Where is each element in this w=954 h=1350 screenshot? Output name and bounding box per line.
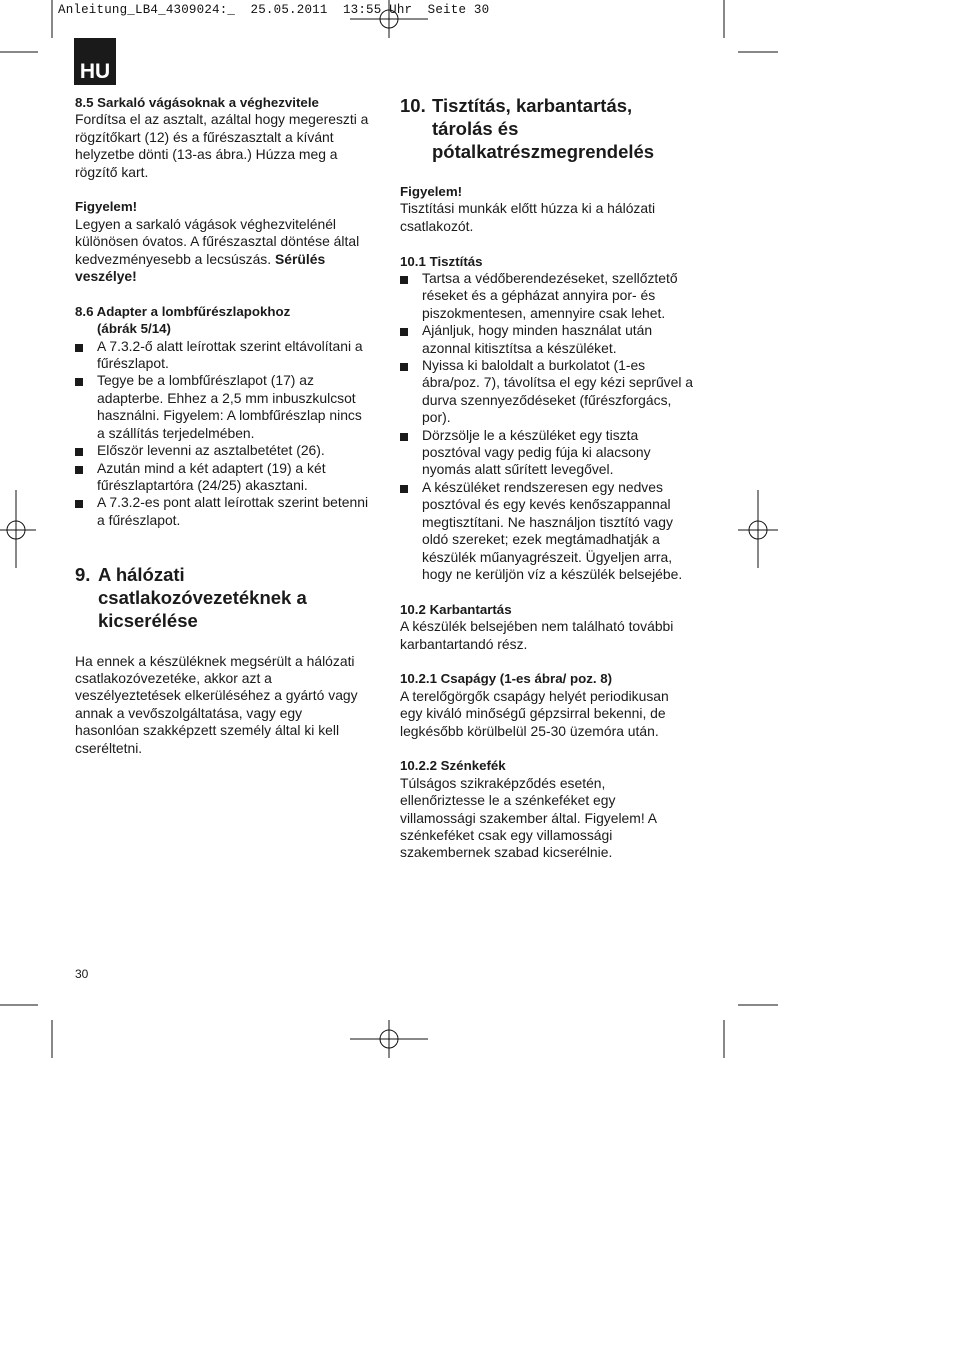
text-line: A készülék belsejében nem található további (400, 618, 674, 635)
list-item: Azután mind a két adaptert (19) a két fűrészlaptartóra (24/25) akasztani. (75, 460, 380, 495)
warning-heading: Figyelem! (400, 184, 463, 199)
text-line: Legyen a sarkaló vágások véghezvitelénél (75, 215, 337, 232)
text-line: egy kiváló minőségű gépzsirral bekenni, de (400, 705, 666, 722)
text-line: Túlságos szikraképződés esetén, (400, 774, 606, 791)
text-line: Tisztítási munkák előtt húzza ki a hálózati (400, 200, 656, 217)
text-line: szénkeféket csak egy villamossági (400, 826, 613, 843)
text-line: A terelőgörgők csapágy helyét periodikusan (400, 687, 669, 704)
section-8-5-heading: 8.5 Sarkaló vágásoknak a véghezvitele (75, 95, 319, 110)
section-10-1-heading: 10.1 Tisztítás (400, 253, 483, 269)
page-number: 30 (75, 967, 89, 981)
right-column (400, 94, 705, 862)
section-10-2-heading: 10.2 Karbantartás (400, 601, 512, 617)
list-item: Dörzsölje le a készüléket egy tiszta posztóval vagy pedig fúja ki alacsony nyomás alatt sűrített levegővel. (400, 427, 705, 479)
text-line: legkésőbb körülbelül 25-30 üzemóra után. (400, 722, 659, 739)
text-line: csatlakozót. (400, 217, 474, 234)
text-line: Fordítsa el az asztalt, azáltal hogy megereszti a (75, 111, 369, 128)
text-line: karbantartandó rész. (400, 635, 528, 652)
text-line: rögzítő kart. (75, 163, 149, 180)
text-line: veszélye! (75, 268, 137, 285)
text-line: hasonlóan szakképzett személy által ki kell (75, 722, 340, 739)
text-line: rögzítőkart (12) és a fűrészasztalt a kívánt (75, 128, 334, 145)
section-10-2-1-heading: 10.2.1 Csapágy (1-es ábra/ poz. 8) (400, 671, 613, 687)
list-item: Nyissa ki baloldalt a burkolatot (1-es ábra/poz. 7), távolítsa el egy kézi seprűvel a durva szennyeződéseket (fűrészforgács, por). (400, 357, 705, 427)
print-slug: Anleitung_LB4_4309024:_ 25.05.2011 13:55 Uhr Seite 30 (58, 3, 490, 17)
text-line: villamossági szakember által. Figyelem! A (400, 809, 658, 826)
language-badge: HU (74, 38, 116, 85)
list-item: Először levenni az asztalbetétet (26). (75, 442, 380, 459)
section-9-heading: 9. A hálózati csatlakozóvezetéknek a kicserélése (75, 563, 307, 631)
list-item: Tartsa a védőberendezéseket, szellőztető réseket és a gépházat annyira por- és piszokmentesen, amennyire csak lehet. (400, 270, 705, 322)
text-line: helyzetbe dönti (13-as ábra.) Húzza meg a (75, 146, 338, 163)
section-10-heading: 10. Tisztítás, karbantartás, tárolás és pótalkatrészmegrendelés (400, 95, 655, 162)
text-line: különösen óvatos. A fűrészasztal döntése által (75, 233, 360, 250)
text-line: szakembernek szabad kicserélnie. (400, 844, 613, 861)
text-line: annak a vevőszolgáltatása, vagy egy (75, 704, 303, 721)
text-line: veszélyeztetések elkerüléséhez a gyártó vagy (75, 687, 358, 704)
text-line: Ha ennek a készüléknek megsérült a hálózati (75, 652, 355, 669)
left-column (75, 94, 380, 757)
list-item: Tegye be a lombfűrészlapot (17) az adapterbe. Ehhez a 2,5 mm inbuszkulcsot használni. Figyelem: A lombfűrészlap nincs a szállítás terjedelmében. (75, 372, 380, 442)
list-item: A 7.3.2-ő alatt leírottak szerint eltávolítani a fűrészlapot. (75, 338, 380, 373)
section-10-2-2-heading: 10.2.2 Szénkefék (400, 758, 506, 774)
text-line: cseréltetni. (75, 739, 143, 756)
list-item: Ajánljuk, hogy minden használat után azonnal kitisztítsa a készüléket. (400, 322, 705, 357)
list-item: A 7.3.2-es pont alatt leírottak szerint betenni a fűrészlapot. (75, 494, 380, 529)
section-8-6-subheading: (ábrák 5/14) (97, 321, 171, 337)
text-line: ellenőriztesse le a szénkeféket egy (400, 792, 616, 809)
section-8-6-heading: 8.6 Adapter a lombfűrészlapokhoz (75, 303, 291, 319)
list-item: A készüléket rendszeresen egy nedves posztóval és egy kevés kenőszappannal megtisztítani. Ne használjon tisztító vagy oldó szereket; ezek megtámadhatják a készülék műanyagrészeit. Ügyeljen arra, hogy ne kerüljön víz a készülék belsejébe. (400, 479, 705, 583)
bullet-list (75, 338, 380, 529)
text-line: csatlakozóvezetéke, akkor azt a (75, 669, 272, 686)
text-line: kedvezményesebb a lecsúszás. Sérülés (75, 250, 326, 267)
warning-heading: Figyelem! (75, 199, 138, 215)
bullet-list (400, 270, 705, 583)
